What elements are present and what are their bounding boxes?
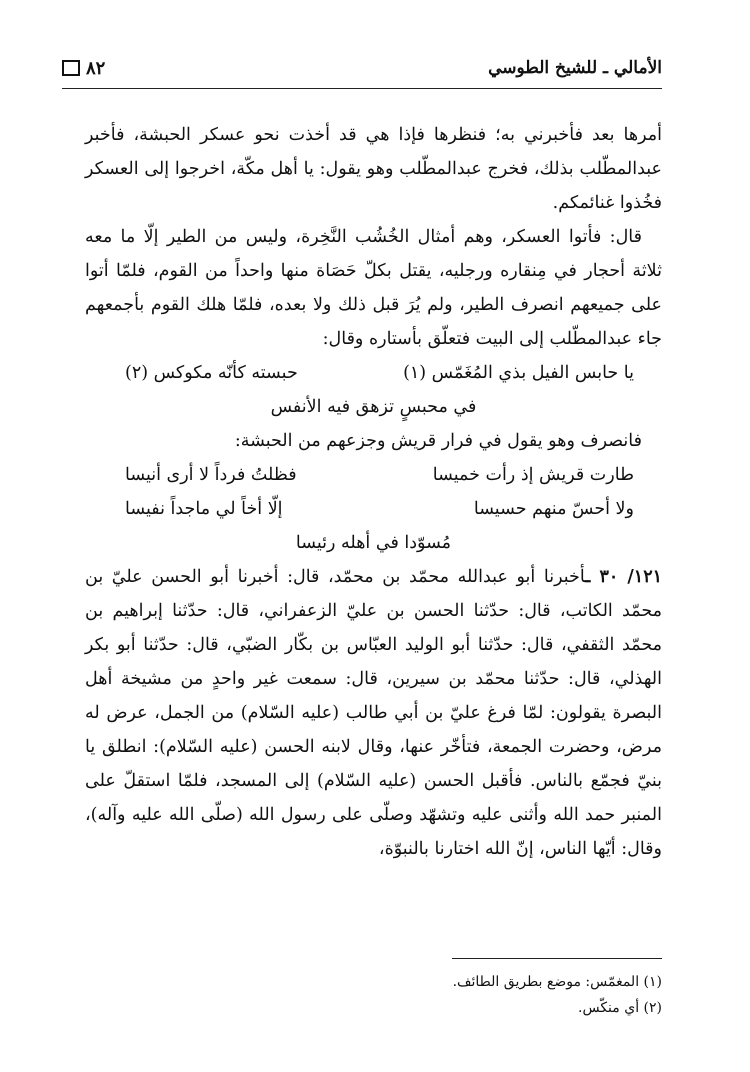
verse-hemistich: ولا أحسّ منهم حسيسا	[473, 499, 634, 519]
verse-line-4	[85, 492, 662, 526]
hadith-text: أخبرنا أبو عبدالله محمّد بن محمّد، قال: أخبرنا أبو الحسن عليّ بن محمّد الكاتب، قال: حدّثنا الحسن بن عليّ الزعفراني، قال: حدّثنا إبراهيم بن محمّد الثقفي، قال: حدّثنا أبو الوليد العبّاس بن بكّار الضبّي، قال: حدّثنا أبو بكر الهذلي، قال: حدّثنا محمّد بن سيرين، قال: سمعت غير واحدٍ من مشيخة أهل البصرة يقولون: لمّا فرغ عليّ بن أبي طالب (عليه السّلام) من الجمل، عرض له مرض، وحضرت الجمعة، فتأخّر عنها، وقال لابنه الحسن (عليه السّلام): انطلق يا بنيّ فجمّع بالناس. فأقبل الحسن (عليه السّلام) إلى المسجد، فلمّا استقلّ على المنبر حمد الله وأثنى عليه وتشهّد وصلّى على رسول الله (صلّى الله عليه وآله)، وقال: أيّها الناس، إنّ الله اختارنا بالنبوّة،	[85, 567, 662, 859]
hadith-number: ١٢١/ ٣٠ ـ	[585, 567, 662, 587]
footnote-1: (١) المغمّس: موضع بطريق الطائف.	[452, 974, 662, 990]
square-icon	[62, 60, 80, 76]
page-number-text: ٨٢	[86, 57, 106, 79]
verse-hemistich: إلّا أخاً لي ماجداً نفيسا	[125, 499, 283, 519]
footnote-2: (٢) أي منكّس.	[578, 1000, 662, 1016]
book-title: الأمالي ـ للشيخ الطوسي	[488, 58, 662, 78]
verse-hemistich: يا حابس الفيل بذي المُغَمّس (١)	[403, 363, 634, 383]
verse-line-2: في محبسٍ تزهق فيه الأنفس	[270, 397, 477, 417]
page-header	[62, 48, 662, 89]
paragraph-2: قال: فأتوا العسكر، وهم أمثال الخُشُب النَّخِرة، وليس من الطير إلّا ما معه ثلاثة أحجار في مِنقاره ورجليه، يقتل بكلّ حَصَاة منها واحداً من القوم، فلمّا أتوا على جميعهم انصرف الطير، ولم يُرَ قبل ذلك ولا بعده، فلمّا هلك القوم بأجمعهم جاء عبدالمطّلب إلى البيت فتعلّق بأستاره وقال:	[85, 227, 662, 349]
paragraph-3: فانصرف وهو يقول في فرار قريش وجزعهم من الحبشة:	[234, 431, 642, 451]
page-number	[62, 58, 105, 79]
verse-line-1	[85, 356, 662, 390]
verse-line-3	[85, 458, 662, 492]
verse-hemistich: طارت قريش إذ رأت خميسا	[432, 465, 634, 485]
paragraph-4	[85, 560, 662, 866]
verse-hemistich: حبسته كأنّه مكوكس (٢)	[125, 363, 298, 383]
verse-line-5: مُسوّدا في أهله رئيسا	[295, 533, 452, 553]
footnotes	[85, 958, 662, 1021]
main-text	[85, 118, 662, 866]
paragraph-1: أمرها بعد فأخبرني به؛ فنظرها فإذا هي قد أخذت نحو عسكر الحبشة، فأخبر عبدالمطّلب بذلك، فخرج عبدالمطّلب وهو يقول: يا أهل مكّة، اخرجوا إلى العسكر فخُذوا غنائمكم.	[85, 125, 662, 213]
verse-hemistich: فظلتُ فرداً لا أرى أنيسا	[125, 465, 297, 485]
footnote-divider	[452, 958, 662, 959]
